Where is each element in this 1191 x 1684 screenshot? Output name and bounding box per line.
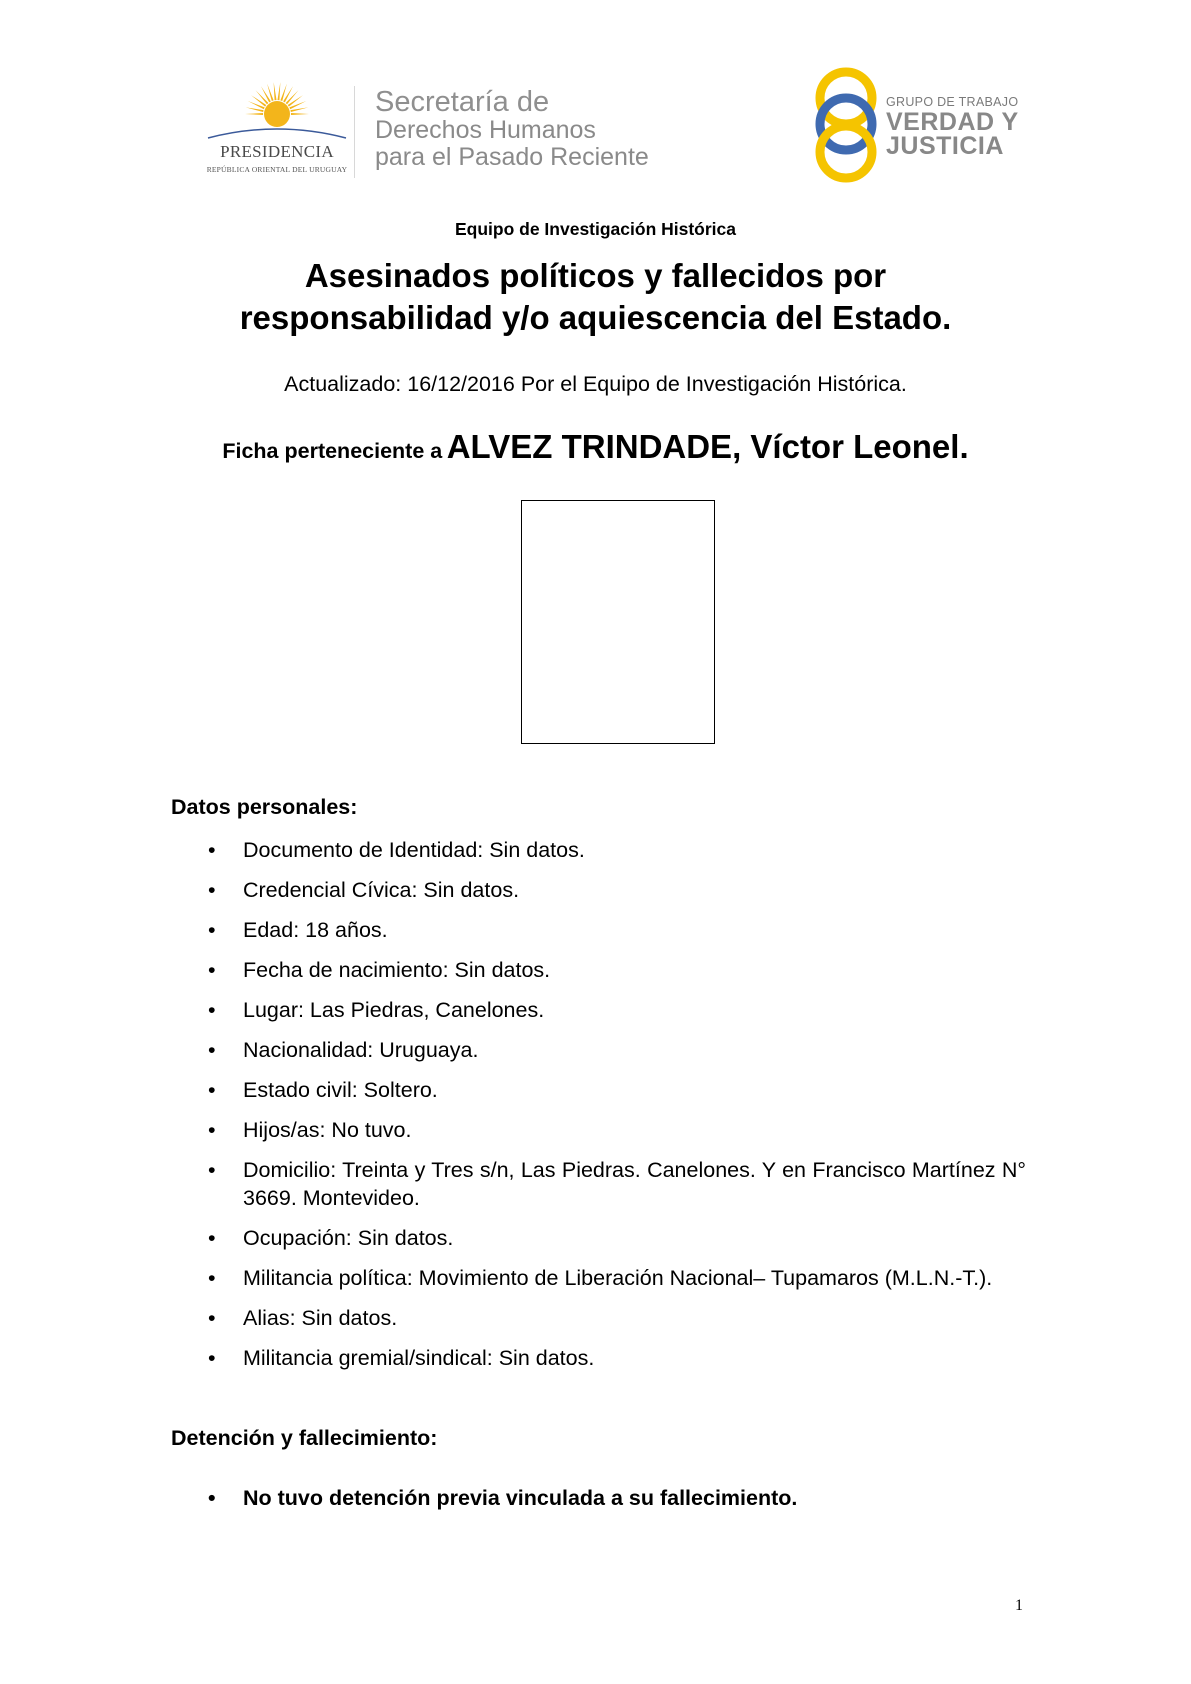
bullet-icon: • <box>208 838 216 862</box>
list-item <box>171 876 1026 904</box>
list-item <box>171 1304 1026 1332</box>
bullet-icon: • <box>208 878 216 902</box>
list-item <box>171 1224 1026 1252</box>
list-item <box>171 916 1026 944</box>
list-item-text: Nacionalidad: Uruguaya. <box>243 1038 479 1062</box>
list-item-text: Credencial Cívica: Sin datos. <box>243 878 520 902</box>
list-item-text: Documento de Identidad: Sin datos. <box>243 838 585 862</box>
list-item <box>171 1036 1026 1064</box>
bullet-icon: • <box>208 958 216 982</box>
presidencia-logo <box>198 80 356 180</box>
list-item <box>171 1264 1026 1292</box>
document-title <box>0 255 1191 339</box>
bullet-icon: • <box>208 1266 216 1290</box>
list-item <box>171 1484 1026 1512</box>
list-item-text: Edad: 18 años. <box>243 918 388 942</box>
secretaria-logo-text <box>375 88 649 171</box>
presidencia-name: PRESIDENCIA <box>220 142 334 161</box>
list-item <box>171 836 1026 864</box>
team-name: Equipo de Investigación Histórica <box>454 219 737 239</box>
ficha-line <box>0 428 1191 466</box>
bullet-icon: • <box>208 1038 216 1062</box>
photo-placeholder <box>521 500 715 744</box>
list-item-text: No tuvo detención previa vinculada a su fallecimiento. <box>243 1486 798 1510</box>
list-item-text: Militancia gremial/sindical: Sin datos. <box>243 1346 595 1370</box>
secretaria-line-1: Secretaría de <box>375 86 550 118</box>
chain-rings-icon <box>806 60 886 190</box>
title-line-2: responsabilidad y/o aquiescencia del Estado. <box>239 299 952 336</box>
bullet-icon: • <box>208 1486 216 1510</box>
title-line-1: Asesinados políticos y fallecidos por <box>304 257 887 294</box>
grupo-line-1: VERDAD Y <box>886 108 1019 136</box>
bullet-icon: • <box>208 998 216 1022</box>
grupo-line-2: JUSTICIA <box>886 132 1004 160</box>
sun-emblem-icon <box>198 80 356 142</box>
list-item <box>171 1116 1026 1144</box>
personal-data-heading: Datos personales: <box>171 795 358 819</box>
secretaria-line-2: Derechos Humanos <box>375 116 596 144</box>
list-item-text: Ocupación: Sin datos. <box>243 1226 454 1250</box>
list-item-text: Fecha de nacimiento: Sin datos. <box>243 958 551 982</box>
bullet-icon: • <box>208 1226 216 1250</box>
grupo-top-text: GRUPO DE TRABAJO <box>886 95 1019 109</box>
list-item-text: Domicilio: Treinta y Tres s/n, Las Piedras. Canelones. Y en Francisco Martínez N° 3669. Montevideo. <box>243 1158 1026 1210</box>
list-item-text: Lugar: Las Piedras, Canelones. <box>243 998 545 1022</box>
secretaria-line-3: para el Pasado Reciente <box>375 143 649 171</box>
personal-data-list <box>171 836 1026 1384</box>
bullet-icon: • <box>208 1306 216 1330</box>
bullet-icon: • <box>208 1078 216 1102</box>
page-number: 1 <box>1015 1597 1023 1614</box>
updated-line: Actualizado: 16/12/2016 Por el Equipo de Investigación Histórica. <box>284 372 907 396</box>
bullet-icon: • <box>208 1158 216 1182</box>
list-item <box>171 956 1026 984</box>
list-item <box>171 1344 1026 1372</box>
bullet-icon: • <box>208 1118 216 1142</box>
ficha-prefix: Ficha perteneciente a <box>222 439 443 463</box>
header-divider <box>354 86 355 178</box>
list-item-text: Hijos/as: No tuvo. <box>243 1118 412 1142</box>
bullet-icon: • <box>208 1346 216 1370</box>
list-item <box>171 1076 1026 1104</box>
person-name: ALVEZ TRINDADE, Víctor Leonel. <box>446 428 969 465</box>
list-item-text: Alias: Sin datos. <box>243 1306 398 1330</box>
detention-heading: Detención y fallecimiento: <box>171 1426 438 1450</box>
list-item <box>171 1156 1026 1212</box>
grupo-trabajo-logo <box>806 60 1026 190</box>
presidencia-subtitle: REPÚBLICA ORIENTAL DEL URUGUAY <box>206 165 348 174</box>
list-item <box>171 996 1026 1024</box>
document-header <box>0 0 1191 200</box>
list-item-text: Militancia política: Movimiento de Liberación Nacional– Tupamaros (M.L.N.-T.). <box>243 1266 993 1290</box>
detention-list <box>171 1484 1026 1524</box>
bullet-icon: • <box>208 918 216 942</box>
list-item-text: Estado civil: Soltero. <box>243 1078 438 1102</box>
